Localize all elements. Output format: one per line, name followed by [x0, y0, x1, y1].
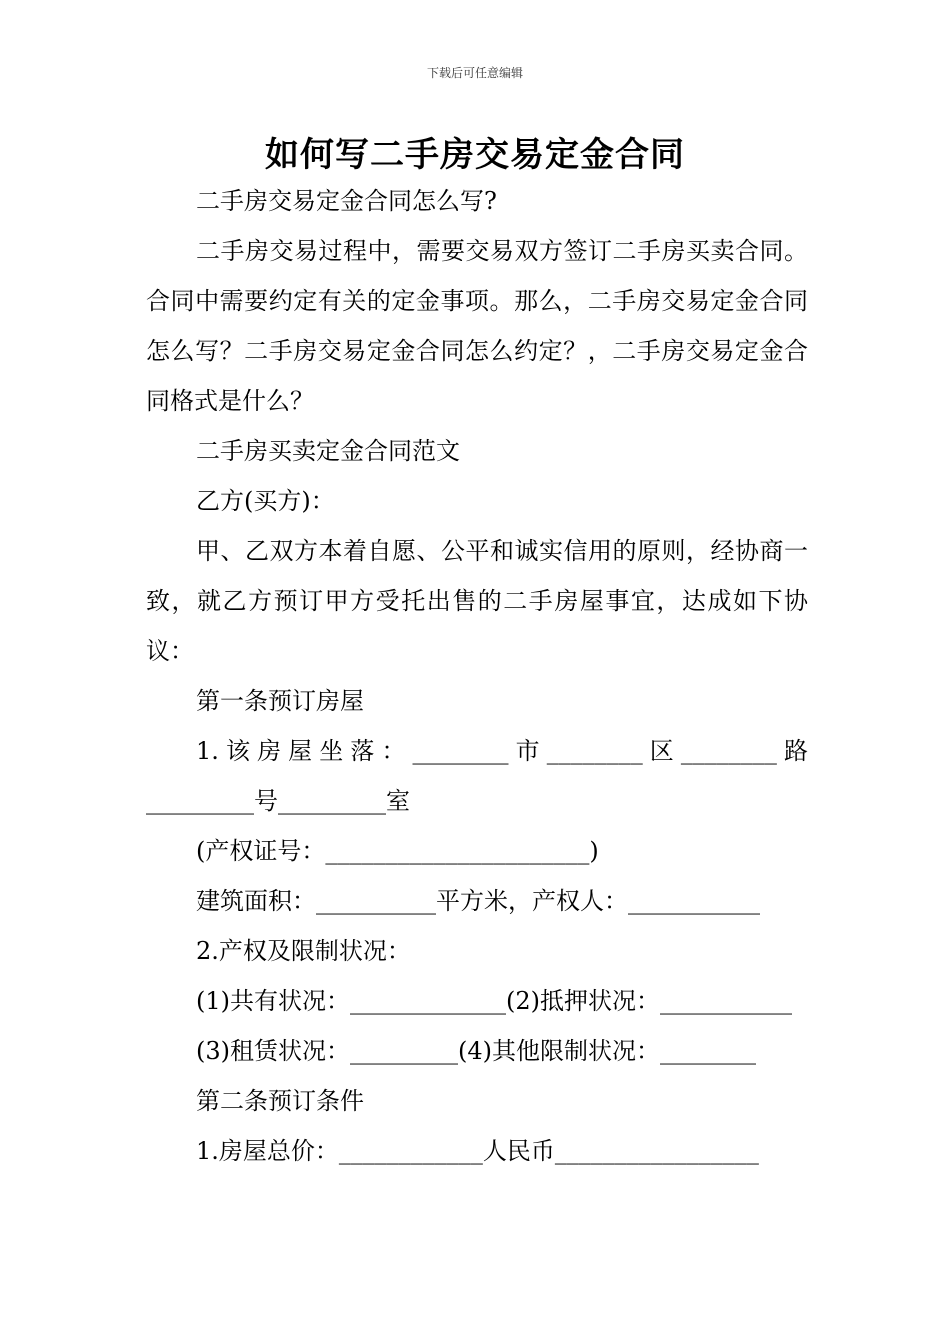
paragraph-party-b: 乙方(买方)：	[196, 487, 335, 515]
article-2-heading: 第二条预订条件	[196, 1087, 364, 1115]
property-restriction-heading: 2.产权及限制状况：	[196, 937, 411, 965]
property-cert-line: (产权证号：______________________)	[196, 837, 599, 865]
lease-other-restriction-line: (3)租赁状况：_________(4)其他限制状况：________	[196, 1037, 756, 1065]
page-header-note: 下载后可任意编辑	[426, 66, 523, 80]
paragraph-agreement: 甲、乙双方本着自愿、公平和诚实信用的原则，经协商一致，就乙方预订甲方受托出售的二手房屋事宜，达成如下协议：	[146, 537, 808, 665]
building-area-line: 建筑面积：__________平方米，产权人：___________	[196, 887, 760, 915]
paragraph-intro: 二手房交易过程中，需要交易双方签订二手房买卖合同。合同中需要约定有关的定金事项。那么，二手房交易定金合同怎么写？二手房交易定金合同怎么约定？，二手房交易定金合同格式是什么？	[146, 237, 808, 415]
document-body	[146, 176, 808, 1176]
co-ownership-mortgage-line: (1)共有状况：_____________(2)抵押状况：___________	[196, 987, 792, 1015]
paragraph-question: 二手房交易定金合同怎么写?	[196, 187, 497, 215]
total-price-line: 1.房屋总价：____________人民币_________________	[196, 1137, 759, 1165]
house-location-line: 1.该房屋坐落：________市________区________路_________号_________室	[146, 737, 808, 815]
paragraph-template-heading: 二手房买卖定金合同范文	[196, 437, 460, 465]
document-title: 如何写二手房交易定金合同	[265, 135, 685, 175]
article-1-heading: 第一条预订房屋	[196, 687, 364, 715]
